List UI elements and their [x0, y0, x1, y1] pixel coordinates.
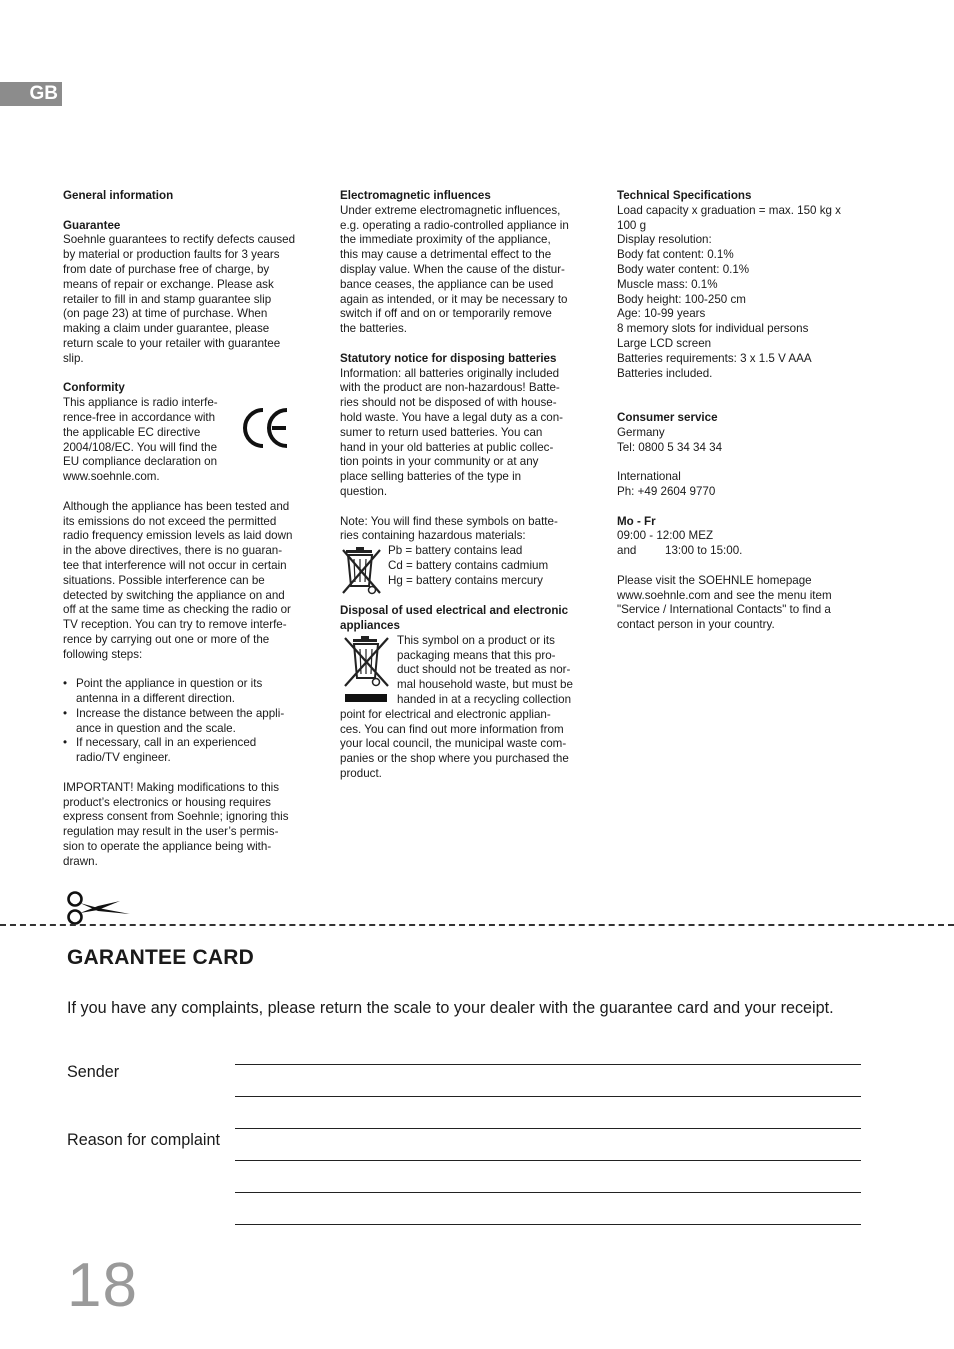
reason-line[interactable]	[235, 1192, 861, 1193]
text-line: radio/TV engineer.	[76, 751, 171, 765]
em-text	[340, 204, 586, 337]
text-line: rence-free in accordance with	[63, 410, 216, 424]
text-line: ries should not be disposed of with house-	[340, 396, 557, 410]
text-line: EU compliance declaration on	[63, 455, 218, 469]
crossed-bin-icon	[340, 546, 384, 596]
country-international: International	[617, 470, 681, 484]
text-line: making a claim under guarantee, please	[63, 322, 270, 336]
text-line: sumer to return used batteries. You can	[340, 425, 543, 439]
text-line: "Service / International Contacts" to find a	[617, 603, 831, 617]
text-line: duct should not be treated as nor-	[397, 663, 571, 677]
text-line: This appliance is radio interfe-	[63, 396, 218, 410]
list-item	[63, 677, 309, 707]
conformity-heading: Conformity	[63, 381, 125, 395]
guarantee-heading: Guarantee	[63, 218, 121, 232]
text-line: ance in question and the scale.	[76, 721, 236, 735]
text-line: your local council, the municipal waste com-	[340, 737, 567, 751]
text-line: following steps:	[63, 647, 143, 661]
conformity-block	[63, 396, 309, 485]
ce-mark-icon	[241, 406, 291, 450]
text-line: hold waste. You have a legal duty as a con-	[340, 410, 564, 424]
text-line: point for electrical and electronic applian-	[340, 707, 551, 721]
list-item	[63, 736, 309, 766]
text-line: situations. Possible interference can be	[63, 573, 265, 587]
text-line: the batteries.	[340, 322, 408, 336]
text-line: handed in at a recycling collection	[397, 692, 572, 706]
card-title: GARANTEE CARD	[67, 946, 254, 969]
text-line: its emissions do not exceed the permitted	[63, 514, 277, 528]
text-line: product’s electronics or housing requires	[63, 795, 271, 809]
text-line: product.	[340, 766, 382, 780]
text-line: ces. You can find out more information from	[340, 722, 564, 736]
spec-line: Batteries included.	[617, 366, 713, 380]
tech-heading: Technical Specifications	[617, 189, 752, 202]
spec-line: Batteries requirements: 3 x 1.5 V AAA	[617, 351, 812, 365]
hours-and: and	[617, 544, 637, 558]
spec-line: Body water content: 0.1%	[617, 262, 750, 276]
text-line: Soehnle guarantees to rectify defects caused	[63, 233, 296, 247]
text-line: off at the same time as checking the radio or	[63, 603, 291, 617]
country-germany: Germany	[617, 425, 665, 439]
text-line: drawn.	[63, 854, 98, 868]
spec-line: Display resolution:	[617, 233, 712, 247]
sender-line[interactable]	[235, 1064, 861, 1065]
cut-line	[0, 924, 954, 926]
text-line: • Increase the distance between the appli-	[76, 706, 285, 720]
text-line: with the product are non-hazardous! Batte-	[340, 381, 560, 395]
text-line: e.g. operating a radio-controlled appliance in	[340, 218, 569, 232]
tech-specs	[617, 204, 863, 382]
disposal-heading: Disposal of used electrical and electronic	[340, 604, 569, 618]
disposal-block	[340, 634, 586, 782]
text-line: detected by switching the appliance on and	[63, 588, 285, 602]
column-general-information	[63, 189, 309, 870]
em-heading: Electromagnetic influences	[340, 189, 491, 202]
text-line: TV reception. You can try to remove interfe-	[63, 618, 287, 632]
reason-line[interactable]	[235, 1160, 861, 1161]
text-line: panies or the shop where you purchased the	[340, 752, 569, 766]
text-line: tion points in your community or at any	[340, 455, 539, 469]
text-line: • If necessary, call in an experienced	[76, 736, 257, 750]
text-line: the applicable EC directive	[63, 425, 201, 439]
text-line: ries containing hazardous materials:	[340, 529, 526, 543]
text-line: mal household waste, but must be	[397, 678, 573, 692]
steps-list	[63, 677, 309, 766]
text-line: express consent from Soehnle; ignoring this	[63, 810, 289, 824]
reason-line[interactable]	[235, 1128, 861, 1129]
page-number: 18	[67, 1251, 138, 1320]
text-line: the immediate proximity of the appliance,	[340, 233, 551, 247]
text-line: question.	[340, 484, 388, 498]
spec-line: Age: 10-99 years	[617, 307, 706, 321]
important-text	[63, 781, 309, 870]
spec-line: Body fat content: 0.1%	[617, 248, 734, 262]
text-line: return scale to your retailer with guarantee	[63, 336, 281, 350]
hours-afternoon-value: 13:00 to 15:00.	[665, 544, 743, 558]
interference-text	[63, 500, 309, 663]
text-line: by material or production faults for 3 years	[63, 248, 280, 262]
text-line: This symbol on a product or its	[397, 633, 555, 647]
column-specifications	[617, 189, 863, 633]
disposal-heading-cont: appliances	[340, 618, 400, 632]
text-line: again as intended, or it may be necessary to	[340, 292, 568, 306]
hours-morning: 09:00 - 12:00 MEZ	[617, 529, 714, 543]
reason-label: Reason for complaint	[67, 1131, 220, 1149]
text-line: Note: You will find these symbols on batte-	[340, 514, 558, 528]
text-line: (on page 23) at time of purchase. When	[63, 307, 268, 321]
text-line: Under extreme electromagnetic influences,	[340, 203, 561, 217]
phone-international: Ph: +49 2604 9770	[617, 484, 716, 498]
text-line: in the above directives, there is no guaran-	[63, 544, 283, 558]
text-line: contact person in your country.	[617, 618, 775, 632]
column-disposal	[340, 189, 586, 782]
statutory-heading: Statutory notice for disposing batteries	[340, 351, 557, 365]
text-line: retailer to fill in and stamp guarantee slip	[63, 292, 272, 306]
text-line: display value. When the cause of the distur-	[340, 262, 565, 276]
text-line: packaging means that this pro-	[397, 648, 556, 662]
symbol-pb: Pb = battery contains lead	[388, 544, 523, 558]
text-line: regulation may result in the user’s permis-	[63, 825, 279, 839]
scissors-icon	[64, 889, 132, 927]
card-intro: If you have any complaints, please return the scale to your dealer with the guarantee card and your receipt.	[67, 999, 834, 1017]
consumer-heading: Consumer service	[617, 410, 718, 424]
text-line: switch if off and on or temporarily remove	[340, 307, 552, 321]
symbol-hg: Hg = battery contains mercury	[388, 573, 543, 587]
spec-line: Body height: 100-250 cm	[617, 292, 746, 306]
text-line: hand in your old batteries at public collec-	[340, 440, 554, 454]
text-line: Information: all batteries originally included	[340, 366, 560, 380]
sender-line[interactable]	[235, 1096, 861, 1097]
text-line: bance ceases, the appliance can be used	[340, 277, 554, 291]
sender-label: Sender	[67, 1063, 120, 1081]
text-line: • Point the appliance in question or its	[76, 677, 263, 691]
symbol-cd: Cd = battery contains cadmium	[388, 558, 549, 572]
guarantee-text	[63, 233, 309, 366]
text-line: Although the appliance has been tested and	[63, 499, 290, 513]
text-line: rence by carrying out one or more of the	[63, 632, 270, 646]
text-line: tee that interference will not occur in certain	[63, 558, 287, 572]
statutory-text	[340, 367, 586, 500]
text-line: sion to operate the appliance being with-	[63, 840, 272, 854]
text-line: this may cause a detrimental effect to the	[340, 248, 552, 262]
general-heading: General information	[63, 189, 174, 202]
text-line: Please visit the SOEHNLE homepage	[617, 573, 812, 587]
spec-line: Muscle mass: 0.1%	[617, 277, 718, 291]
text-line: radio frequency emission levels as laid down	[63, 529, 293, 543]
homepage-text	[617, 574, 863, 633]
spec-line: Load capacity x graduation = max. 150 kg x	[617, 203, 841, 217]
text-line: www.soehnle.com and see the menu item	[617, 588, 832, 602]
spec-line: 100 g	[617, 218, 647, 232]
weee-bin-icon	[340, 634, 392, 704]
battery-symbols	[340, 544, 586, 596]
text-line: 2004/108/EC. You will find the	[63, 440, 218, 454]
text-line: www.soehnle.com.	[63, 470, 160, 484]
text-line: means of repair or exchange. Please ask	[63, 277, 274, 291]
text-line: antenna in a different direction.	[76, 692, 235, 706]
spec-line: 8 memory slots for individual persons	[617, 322, 809, 336]
language-tab: GB	[0, 82, 62, 106]
list-item	[63, 707, 309, 737]
reason-line[interactable]	[235, 1224, 861, 1225]
text-line: slip.	[63, 351, 84, 365]
hours-heading: Mo - Fr	[617, 514, 656, 528]
text-line: IMPORTANT! Making modifications to this	[63, 780, 280, 794]
phone-germany: Tel: 0800 5 34 34 34	[617, 440, 723, 454]
spec-line: Large LCD screen	[617, 336, 712, 350]
hours-afternoon	[617, 544, 863, 559]
text-line: place selling batteries of the type in	[340, 470, 522, 484]
text-line: from date of purchase free of charge, by	[63, 262, 270, 276]
